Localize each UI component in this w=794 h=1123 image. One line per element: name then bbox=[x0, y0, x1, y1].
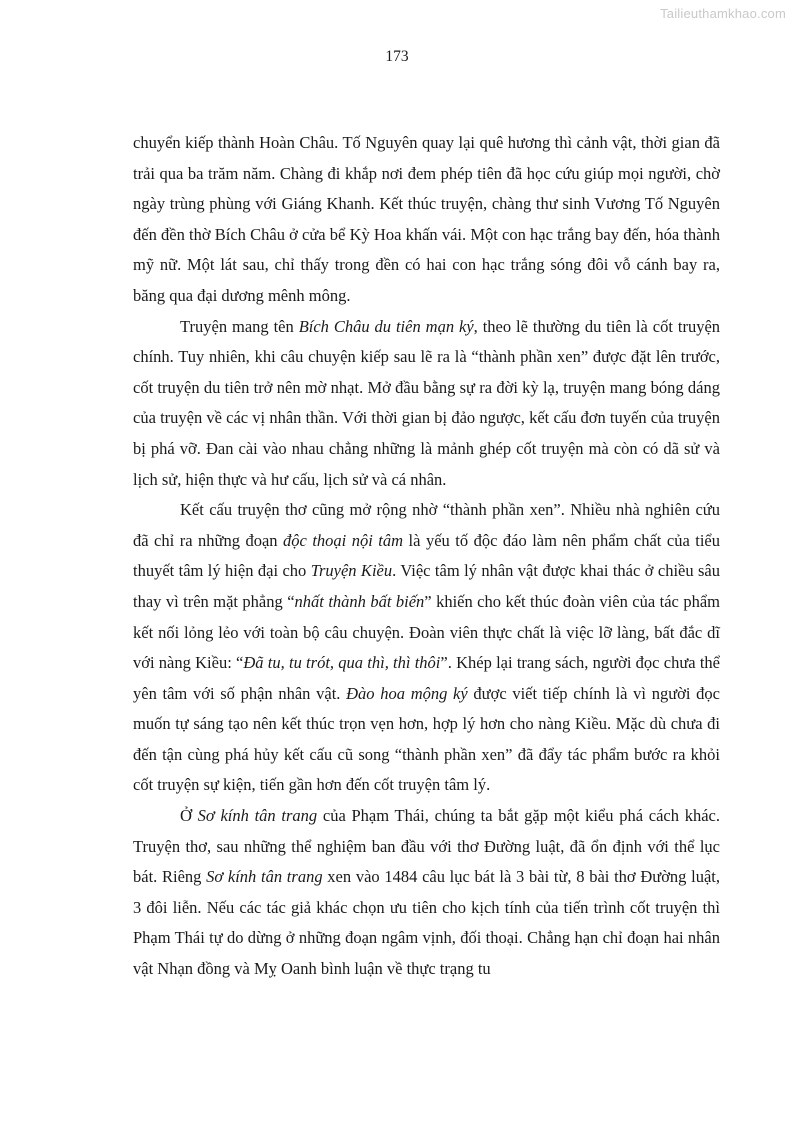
italic-run: Truyện Kiều bbox=[310, 561, 393, 581]
text-run: Kết cấu truyện thơ cũng mở rộng nhờ “thành phần xen”. Nhiều nhà nghiên cứu đã chỉ ra những đoạn bbox=[133, 500, 720, 550]
italic-run: Sơ kính tân trang bbox=[206, 867, 323, 887]
text-run: Truyện mang tên bbox=[180, 316, 299, 336]
text-run: , theo lẽ thường du tiên là cốt truyện chính. Tuy nhiên, khi câu chuyện kiếp sau lẽ ra là “thành phần xen” được đặt lên trước, cốt truyện du tiên trở nên mờ nhạt. Mở đầu bằng sự ra đời kỳ lạ, truyện mang bóng dáng của truyện về các vị nhân thần. Với thời gian bị đảo ngược, kết cấu đơn tuyến của truyện bị phá vỡ. Đan cài vào nhau chẳng những là mảnh ghép cốt truyện mà còn có dã sử và lịch sử, hiện thực và hư cấu, lịch sử và cá nhân. bbox=[133, 316, 721, 489]
italic-run: Sơ kính tân trang bbox=[197, 806, 318, 826]
italic-run: nhất thành bất biến bbox=[294, 591, 425, 611]
text-run: ” khiến cho kết thúc đoàn viên của tác phẩm kết nối lỏng lẻo với toàn bộ câu chuyện. Đoàn viên thực chất là việc lỡ làng, bất đắc dĩ với nàng Kiều: “ bbox=[133, 591, 720, 673]
paragraph-4 bbox=[133, 801, 720, 985]
text-run: là yếu tố độc đáo làm nên phẩm chất của tiểu thuyết tâm lý hiện đại cho bbox=[133, 530, 720, 581]
text-run: . Việc tâm lý nhân vật được khai thác ở chiều sâu thay vì trên mặt phẳng “ bbox=[133, 561, 721, 611]
text-run: của Phạm Thái, chúng ta bắt gặp một kiểu phá cách khác. Truyện thơ, sau những thể nghiệm ban đầu với thơ Đường luật, đã ổn định với thể lục bát. Riêng bbox=[133, 806, 720, 887]
paragraph-3 bbox=[133, 495, 720, 801]
paragraph-2 bbox=[133, 312, 720, 496]
text-run: xen vào 1484 câu lục bát là 3 bài từ, 8 bài thơ Đường luật, 3 đôi liễn. Nếu các tác giả khác chọn ưu tiên cho kịch tính của tiến trình cốt truyện thì Phạm Thái tự do dừng ở những đoạn ngâm vịnh, đối thoại. Chẳng hạn chỉ đoạn hai nhân vật Nhạn đồng và Mỵ Oanh bình luận về thực trạng tu bbox=[133, 867, 720, 979]
italic-run: Đã tu, tu trót, qua thì, thì thôi bbox=[243, 653, 441, 673]
page-number: 173 bbox=[385, 48, 409, 65]
text-run: chuyển kiếp thành Hoàn Châu. Tố Nguyên quay lại quê hương thì cảnh vật, thời gian đã trải qua ba trăm năm. Chàng đi khắp nơi đem phép tiên đã học cứu giúp mọi người, chờ ngày trùng phùng với Giáng Khanh. Kết thúc truyện, chàng thư sinh Vương Tố Nguyên đến đền thờ Bích Châu ở cửa bể Kỳ Hoa khấn vái. Một con hạc trắng bay đến, hóa thành mỹ nữ. Một lát sau, chỉ thấy trong đền có hai con hạc trắng sóng đôi vỗ cánh bay ra, băng qua đại dương mênh mông. bbox=[133, 133, 720, 305]
body-text bbox=[133, 128, 720, 985]
text-run: Ở bbox=[180, 806, 198, 826]
text-run: được viết tiếp chính là vì người đọc muốn tự sáng tạo nên kết thúc trọn vẹn hơn, hợp lý hơn cho nàng Kiều. Mặc dù chưa đi đến tận cùng phá hủy kết cấu cũ song “thành phần xen” đã đẩy tác phẩm bước ra khỏi cốt truyện sự kiện, tiến gần hơn đến cốt truyện tâm lý. bbox=[133, 683, 720, 795]
text-run: ”. Khép lại trang sách, người đọc chưa thể yên tâm với số phận nhân vật. bbox=[133, 653, 720, 703]
italic-run: độc thoại nội tâm bbox=[283, 530, 404, 550]
italic-run: Bích Châu du tiên mạn ký bbox=[298, 316, 474, 336]
italic-run: Đào hoa mộng ký bbox=[346, 683, 468, 703]
paragraph-1 bbox=[133, 128, 720, 312]
watermark: Tailieuthamkhao.com bbox=[660, 6, 786, 21]
